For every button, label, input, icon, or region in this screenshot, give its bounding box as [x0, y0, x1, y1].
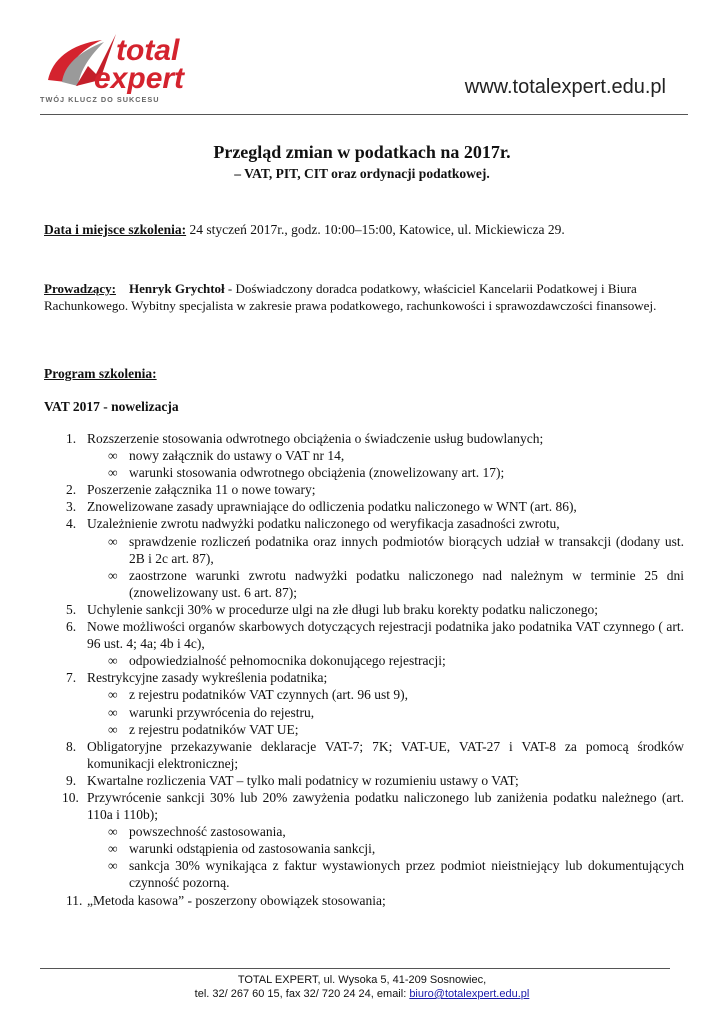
- program-item-text: Restrykcyjne zasady wykreślenia podatnika;: [87, 670, 328, 686]
- logo-tagline: TWÓJ KLUCZ DO SUKCESU: [40, 95, 160, 104]
- program-subitem: [44, 464, 684, 481]
- program-item: [44, 601, 684, 618]
- trainer-paragraph: [44, 280, 674, 314]
- trainer-description: - Doświadczony doradca podatkowy, właściciel Kancelarii Podatkowej i Biura Rachunkowego. Wybitny specjalista w zakresie prawa podatkowego, rachunkowości i sprawozdawczości finansowej.: [44, 281, 657, 313]
- program-item-text: Kwartalne rozliczenia VAT – tylko mali podatnicy w rozumieniu ustawy o VAT;: [87, 772, 519, 788]
- program-item: [44, 498, 684, 515]
- program-item-number: 4.: [66, 516, 77, 532]
- program-item: [44, 772, 684, 789]
- program-subitem: [44, 721, 684, 738]
- infinity-bullet-icon: ∞: [108, 824, 118, 840]
- logo-word-expert: expert: [94, 62, 185, 95]
- footer-divider: [40, 968, 670, 969]
- program-item: [44, 430, 684, 447]
- infinity-bullet-icon: ∞: [108, 721, 118, 737]
- infinity-bullet-icon: ∞: [108, 841, 118, 857]
- date-label: Data i miejsce szkolenia:: [44, 222, 187, 237]
- program-subitem-text: sankcja 30% wynikająca z faktur wystawionych przez podmiot nieistniejący lub dokumentujących czynność pozorną.: [129, 858, 684, 891]
- program-item-number: 5.: [66, 601, 77, 617]
- program-item-text: „Metoda kasowa” - poszerzony obowiązek stosowania;: [87, 892, 386, 908]
- infinity-bullet-icon: ∞: [108, 704, 118, 720]
- program-item: [44, 738, 684, 772]
- program-item-number: 1.: [66, 431, 77, 446]
- program-subitem-text: z rejestru podatników VAT czynnych (art. 96 ust 9),: [129, 687, 408, 703]
- program-item-number: 11.: [66, 892, 83, 908]
- program-subitem-text: z rejestru podatników VAT UE;: [129, 721, 299, 737]
- program-item: [44, 892, 684, 909]
- header-divider: [40, 114, 688, 115]
- footer-email-link[interactable]: biuro@totalexpert.edu.pl: [409, 988, 530, 1000]
- date-value: 24 styczeń 2017r., godz. 10:00–15:00, Katowice, ul. Mickiewicza 29.: [186, 222, 565, 237]
- section-title: [44, 398, 674, 415]
- program-subitem: [44, 840, 684, 857]
- program-subitem: [44, 567, 684, 601]
- program-subitem: [44, 447, 684, 464]
- program-item-number: 6.: [66, 619, 77, 635]
- program-item-text: Rozszerzenie stosowania odwrotnego obciążenia o świadczenie usług budowlanych;: [87, 431, 544, 446]
- infinity-bullet-icon: ∞: [108, 448, 118, 464]
- program-item-number: 3.: [66, 499, 77, 515]
- infinity-bullet-icon: ∞: [108, 465, 118, 481]
- trainer-name: Henryk Grychtoł: [128, 281, 225, 296]
- infinity-bullet-icon: ∞: [108, 533, 118, 549]
- program-subitem: [44, 704, 684, 721]
- infinity-bullet-icon: ∞: [108, 653, 118, 669]
- trainer-label: Prowadzący:: [44, 281, 116, 296]
- program-subitem: [44, 823, 684, 840]
- training-date-paragraph: [44, 221, 674, 238]
- program-item-number: 9.: [66, 772, 77, 788]
- program-subitem-text: powszechność zastosowania,: [129, 824, 286, 840]
- program-subitem: [44, 533, 684, 567]
- program-item-number: 8.: [66, 738, 77, 754]
- program-subitem-text: warunki stosowania odwrotnego obciążenia (znowelizowany art. 17);: [129, 465, 505, 481]
- infinity-bullet-icon: ∞: [108, 687, 118, 703]
- program-subitem: [44, 686, 684, 703]
- logo-word-total: total: [116, 34, 180, 67]
- website-url[interactable]: www.totalexpert.edu.pl: [464, 76, 666, 98]
- footer-phone: tel. 32/ 267 60 15, fax 32/ 720 24 24, email:: [194, 988, 410, 1000]
- program-subitem-text: sprawdzenie rozliczeń podatnika oraz innych podmiotów biorących udział w transakcji (dodany ust. 2B i 2c art. 87),: [129, 533, 684, 566]
- document-subtitle: – VAT, PIT, CIT oraz ordynacji podatkowej.: [234, 166, 490, 181]
- program-subitem-text: warunki przywrócenia do rejestru,: [129, 704, 315, 720]
- program-item: [44, 789, 684, 823]
- program-item-number: 2.: [66, 482, 77, 498]
- program-item-text: Znowelizowane zasady uprawniające do odliczenia podatku naliczonego w WNT (art. 86),: [87, 499, 577, 515]
- program-subitem: [44, 857, 684, 891]
- infinity-bullet-icon: ∞: [108, 567, 118, 583]
- program-subitem-text: odpowiedzialność pełnomocnika dokonującego rejestracji;: [129, 653, 446, 669]
- program-item-text: Uzależnienie zwrotu nadwyżki podatku naliczonego od weryfikacja zasadności zwrotu,: [87, 516, 560, 532]
- program-item-text: Uchylenie sankcji 30% w procedurze ulgi na złe długi lub braku korekty podatku naliczonego;: [87, 601, 598, 617]
- program-subitem-text: zaostrzone warunki zwrotu nadwyżki podatku naliczonego nad należnym w terminie 25 dni (znowelizowany ust. 6 art. 87);: [129, 567, 684, 600]
- program-item-text: Przywrócenie sankcji 30% lub 20% zawyżenia podatku naliczonego lub zaniżenia podatku należnego (art. 110a i 110b);: [87, 789, 684, 823]
- program-list: [44, 430, 684, 909]
- program-item: [44, 481, 684, 498]
- program-item-text: Nowe możliwości organów skarbowych dotyczących rejestracji podatnika jako podatnika VAT czynnego ( art. 96 ust. 4; 4a; 4b i 4c),: [87, 619, 684, 652]
- program-item-text: Obligatoryjne przekazywanie deklaracje VAT-7; 7K; VAT-UE, VAT-27 i VAT-8 za pomocą środków komunikacji elektronicznej;: [87, 738, 684, 771]
- program-subitem-text: nowy załącznik do ustawy o VAT nr 14,: [129, 448, 345, 464]
- footer-contact: [0, 988, 724, 1000]
- program-subitem: [44, 652, 684, 669]
- program-item-number: 10.: [62, 789, 79, 805]
- program-subitem-text: warunki odstąpienia od zastosowania sankcji,: [129, 841, 376, 857]
- program-item: [44, 618, 684, 652]
- program-heading: [44, 365, 674, 382]
- document-title: Przegląd zmian w podatkach na 2017r.: [213, 142, 511, 162]
- infinity-bullet-icon: ∞: [108, 858, 118, 874]
- program-label: Program szkolenia:: [44, 366, 157, 381]
- program-item: [44, 515, 684, 532]
- program-item-number: 7.: [66, 670, 77, 686]
- total-expert-logo: [40, 30, 200, 110]
- program-item: [44, 669, 684, 686]
- section-title-text: VAT 2017 - nowelizacja: [44, 399, 179, 414]
- footer-address: TOTAL EXPERT, ul. Wysoka 5, 41-209 Sosnowiec,: [237, 974, 487, 986]
- program-item-text: Poszerzenie załącznika 11 o nowe towary;: [87, 482, 316, 498]
